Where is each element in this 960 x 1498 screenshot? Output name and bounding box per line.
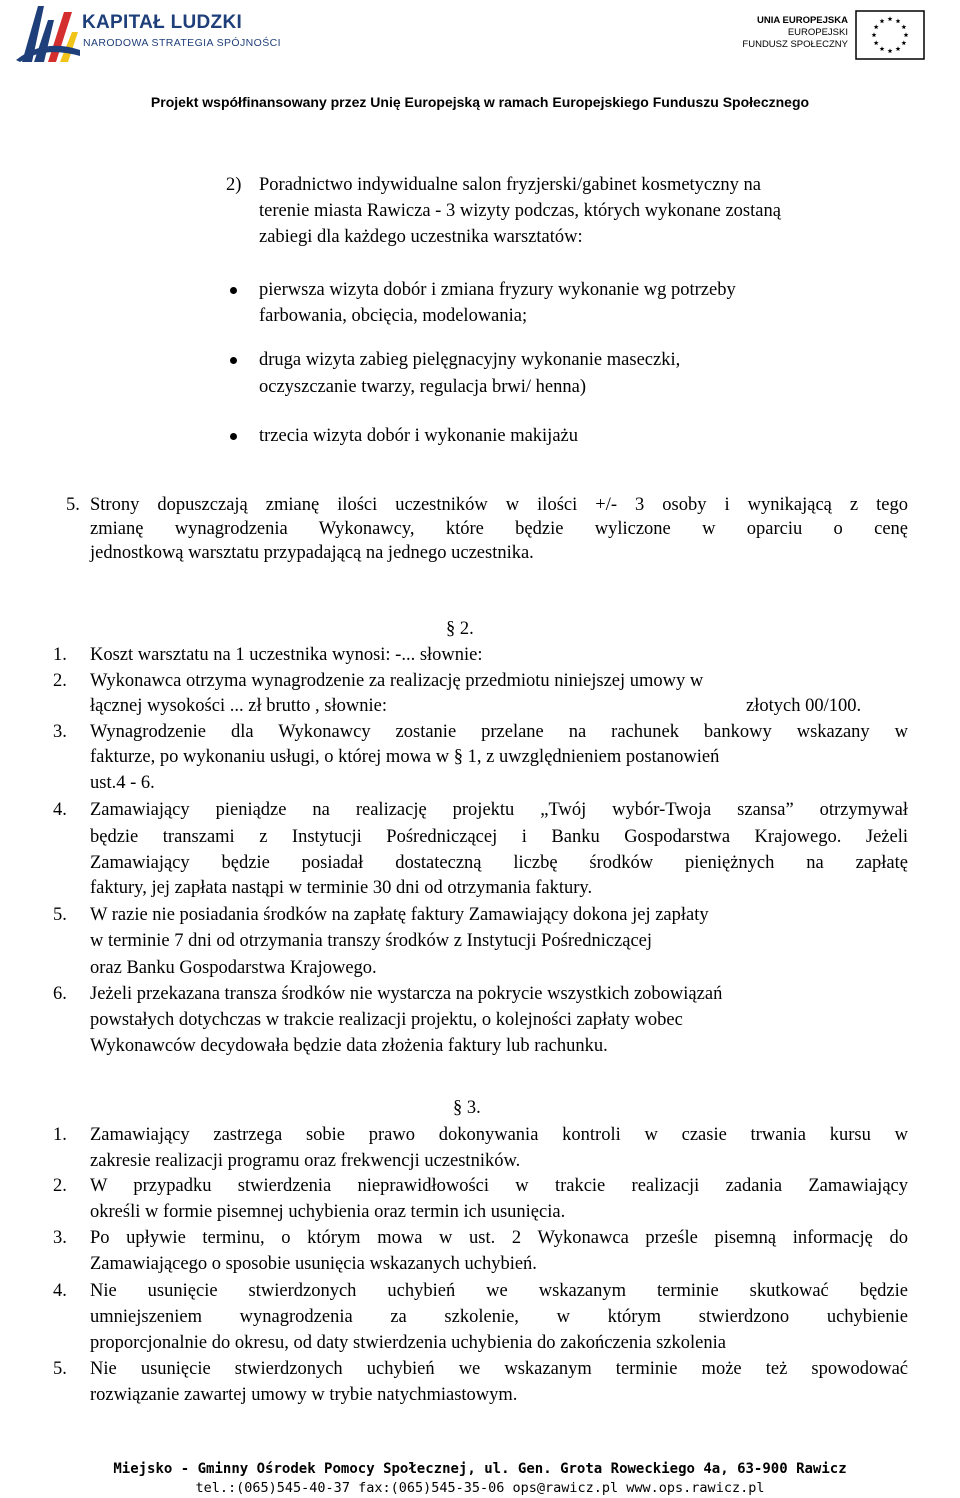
paragraph-sign-icon: § bbox=[453, 747, 464, 767]
item-line: Jeżeli przekazana transza środków nie wystarcza na pokrycie wszystkich zobowiązań bbox=[90, 984, 723, 1004]
eu-fund-label bbox=[728, 15, 848, 51]
item-line: W razie nie posiadania środków na zapłatę faktury Zamawiający dokona jej zapłaty bbox=[90, 905, 709, 925]
bullet-icon bbox=[230, 357, 237, 364]
item-number: 4. bbox=[53, 800, 67, 820]
section2-number: 2. bbox=[459, 619, 474, 639]
item-line: zakresie realizacji programu oraz frekwencji uczestników. bbox=[90, 1151, 521, 1171]
intro-line: terenie miasta Rawicza - 3 wizyty podczas, których wykonane zostaną bbox=[259, 201, 781, 221]
item-line: Zamawiający będzie posiadał dostateczną liczbę środków pieniężnych na zapłatę bbox=[90, 853, 908, 873]
section3-number: 3. bbox=[466, 1098, 481, 1118]
item-number: 5. bbox=[53, 905, 67, 925]
item-line: Zamawiającego o sposobie usunięcia wskazanych uchybień. bbox=[90, 1254, 537, 1274]
bullet-line: trzecia wizyta dobór i wykonanie makijażu bbox=[259, 426, 578, 446]
item-line: w terminie 7 dni od otrzymania transzy środków z Instytucji Pośredniczącej bbox=[90, 931, 653, 951]
item-number: 2. bbox=[53, 1176, 67, 1196]
item-line: rozwiązanie zawartej umowy w trybie natychmiastowym. bbox=[90, 1385, 518, 1405]
kapital-ludzki-title: KAPITAŁ LUDZKI bbox=[82, 12, 243, 33]
item-line: proporcjonalnie do okresu, od daty stwierdzenia uchybienia do zakończenia szkolenia bbox=[90, 1333, 726, 1353]
eu-flag-icon bbox=[855, 10, 925, 60]
header-tagline: Projekt współfinansowany przez Unię Europejską w ramach Europejskiego Funduszu Społecznego bbox=[150, 94, 810, 110]
kapital-ludzki-subtitle: NARODOWA STRATEGIA SPÓJNOŚCI bbox=[83, 37, 281, 49]
item-number: 3. bbox=[53, 722, 67, 742]
item-line: złotych 00/100. bbox=[746, 696, 862, 716]
item-line: Wykonawców decydowała będzie data złożenia faktury lub rachunku. bbox=[90, 1036, 608, 1056]
item-number: 3. bbox=[53, 1228, 67, 1248]
footer-address: Miejsko - Gminny Ośrodek Pomocy Społecznej, ul. Gen. Grota Roweckiego 4a, 63-900 Rawicz bbox=[113, 1461, 847, 1477]
eu-label-line1: UNIA EUROPEJSKA bbox=[757, 15, 848, 26]
item-line: Nie usunięcie stwierdzonych uchybień we wskazanym terminie skutkować będzie bbox=[90, 1281, 908, 1301]
item-number: 6. bbox=[53, 984, 67, 1004]
item-line: Nie usunięcie stwierdzonych uchybień we wskazanym terminie może też spowodować bbox=[90, 1359, 908, 1379]
bullet-icon bbox=[230, 433, 237, 440]
item-line: będzie transzami z Instytucji Pośredniczącej i Banku Gospodarstwa Krajowego. Jeżeli bbox=[90, 827, 908, 847]
item-line: faktury, jej zapłata nastąpi w terminie 30 dni od otrzymania faktury. bbox=[90, 878, 593, 898]
footer-contact: tel.:(065)545-40-37 fax:(065)545-35-06 ops@rawicz.pl www.ops.rawicz.pl bbox=[195, 1480, 765, 1496]
item-number: 1. bbox=[53, 645, 67, 665]
item-line-part: fakturze, po wykonaniu usługi, o której mowa w bbox=[90, 747, 454, 767]
item-line: określi w formie pisemnej uchybienia oraz termin ich usunięcia. bbox=[90, 1202, 566, 1222]
point5-line: zmianę wynagrodzenia Wykonawcy, które będzie wyliczone w oparciu o cenę bbox=[90, 519, 908, 539]
item-line: Po upływie terminu, o którym mowa w ust. 2 Wykonawca prześle pisemną informację do bbox=[90, 1228, 908, 1248]
point5-line: Strony dopuszczają zmianę ilości uczestników w ilości +/- 3 osoby i wynikającą z tego bbox=[90, 495, 908, 515]
item-line: umniejszeniem wynagrodzenia za szkolenie, w którym stwierdzono uchybienie bbox=[90, 1307, 908, 1327]
item-line: Zamawiający pieniądze na realizację projektu „Twój wybór-Twoja szansa” otrzymywał bbox=[90, 800, 908, 820]
item-line: Wykonawca otrzyma wynagrodzenie za realizację przedmiotu niniejszej umowy w bbox=[90, 671, 704, 691]
bullet-line: druga wizyta zabieg pielęgnacyjny wykonanie maseczki, bbox=[259, 350, 681, 370]
item-line-part: 1, z uwzględnieniem postanowień bbox=[467, 747, 720, 767]
section2-heading bbox=[446, 618, 474, 640]
intro-number: 2) bbox=[226, 175, 242, 195]
item-line: Wynagrodzenie dla Wykonawcy zostanie przelane na rachunek bankowy wskazany w bbox=[90, 722, 908, 742]
item-number: 2. bbox=[53, 671, 67, 691]
intro-line: zabiegi dla każdego uczestnika warsztatów: bbox=[259, 227, 583, 247]
bullet-line: oczyszczanie twarzy, regulacja brwi/ henna) bbox=[259, 377, 586, 397]
bullet-line: pierwsza wizyta dobór i zmiana fryzury wykonanie wg potrzeby bbox=[259, 280, 736, 300]
item-number: 1. bbox=[53, 1125, 67, 1145]
item-line: ust.4 - 6. bbox=[90, 773, 155, 793]
item-number: 5. bbox=[53, 1359, 67, 1379]
paragraph-sign-icon: § bbox=[453, 1098, 463, 1118]
item-line: Koszt warsztatu na 1 uczestnika wynosi: -... słownie: bbox=[90, 645, 483, 665]
eu-label-line3: FUNDUSZ SPOŁECZNY bbox=[742, 39, 848, 50]
item-number: 4. bbox=[53, 1281, 67, 1301]
intro-line: Poradnictwo indywidualne salon fryzjerski/gabinet kosmetyczny na bbox=[259, 175, 761, 195]
bullet-line: farbowania, obcięcia, modelowania; bbox=[259, 306, 528, 326]
point5-number: 5. bbox=[66, 495, 80, 515]
item-line: łącznej wysokości ... zł brutto , słownie: bbox=[90, 696, 387, 716]
item-line: powstałych dotychczas w trakcie realizacji projektu, o kolejności zapłaty wobec bbox=[90, 1010, 683, 1030]
item-line: oraz Banku Gospodarstwa Krajowego. bbox=[90, 958, 377, 978]
point5-line: jednostkową warsztatu przypadającą na jednego uczestnika. bbox=[90, 543, 534, 563]
item-line: W przypadku stwierdzenia nieprawidłowości w trakcie realizacji zadania Zamawiający bbox=[90, 1176, 908, 1196]
item-line: Zamawiający zastrzega sobie prawo dokonywania kontroli w czasie trwania kursu w bbox=[90, 1125, 908, 1145]
paragraph-sign-icon: § bbox=[446, 619, 456, 639]
section3-heading bbox=[453, 1097, 481, 1119]
bullet-icon bbox=[230, 287, 237, 294]
eu-label-line2: EUROPEJSKI bbox=[787, 27, 848, 38]
item-line bbox=[90, 746, 908, 768]
